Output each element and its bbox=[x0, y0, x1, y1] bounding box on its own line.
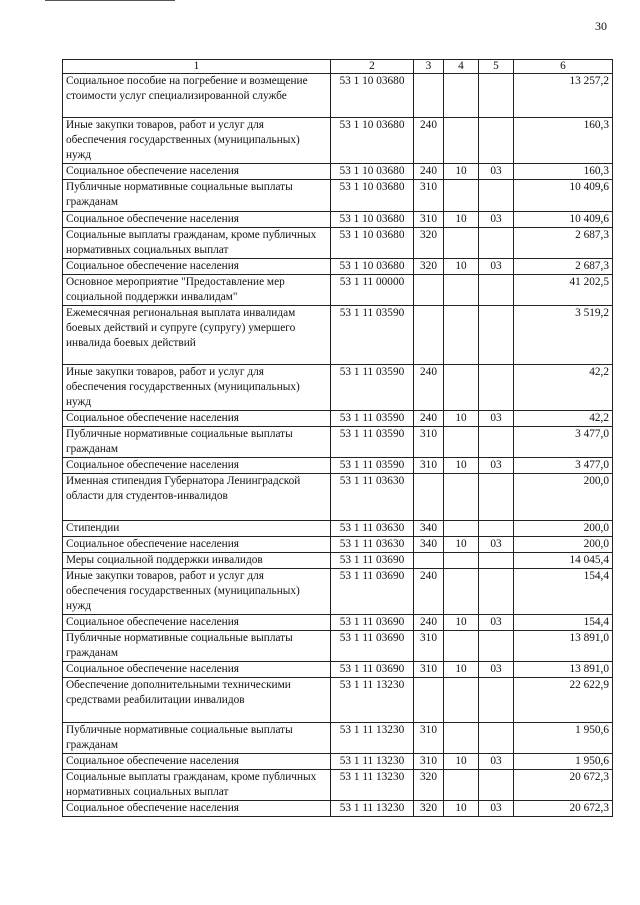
row-name: Иные закупки товаров, работ и услуг для обеспечения государственных (муниципальных) нужд bbox=[63, 365, 331, 411]
table-row bbox=[63, 569, 613, 615]
row-name: Ежемесячная региональная выплата инвалидам боевых действий и супруге (супругу) умершего инвалида боевых действий bbox=[63, 306, 331, 365]
table-row bbox=[63, 754, 613, 770]
row-section bbox=[444, 180, 479, 212]
row-code: 53 1 11 03690 bbox=[331, 553, 414, 569]
row-subsection: 03 bbox=[479, 164, 514, 180]
header-cell-2: 2 bbox=[331, 60, 414, 74]
row-code: 53 1 10 03680 bbox=[331, 180, 414, 212]
row-subsection bbox=[479, 180, 514, 212]
row-subsection bbox=[479, 365, 514, 411]
table-row bbox=[63, 228, 613, 259]
row-name: Стипендии bbox=[63, 521, 331, 537]
row-expense-type: 240 bbox=[414, 118, 444, 164]
row-section: 10 bbox=[444, 212, 479, 228]
row-code: 53 1 10 03680 bbox=[331, 212, 414, 228]
row-section bbox=[444, 723, 479, 754]
row-name: Публичные нормативные социальные выплаты гражданам bbox=[63, 723, 331, 754]
row-section bbox=[444, 474, 479, 521]
row-amount: 42,2 bbox=[514, 411, 613, 427]
table-row bbox=[63, 74, 613, 118]
row-expense-type bbox=[414, 678, 444, 723]
row-subsection bbox=[479, 228, 514, 259]
row-amount: 160,3 bbox=[514, 164, 613, 180]
table-row bbox=[63, 411, 613, 427]
row-expense-type: 310 bbox=[414, 754, 444, 770]
row-subsection bbox=[479, 275, 514, 306]
row-name: Социальное обеспечение населения bbox=[63, 164, 331, 180]
row-name: Социальное пособие на погребение и возмещение стоимости услуг специализированной службе bbox=[63, 74, 331, 118]
row-name: Меры социальной поддержки инвалидов bbox=[63, 553, 331, 569]
row-amount: 10 409,6 bbox=[514, 180, 613, 212]
row-name: Обеспечение дополнительными техническими средствами реабилитации инвалидов bbox=[63, 678, 331, 723]
row-subsection bbox=[479, 678, 514, 723]
row-name: Социальное обеспечение населения bbox=[63, 259, 331, 275]
row-code: 53 1 11 03630 bbox=[331, 537, 414, 553]
row-amount: 2 687,3 bbox=[514, 228, 613, 259]
row-code: 53 1 11 03590 bbox=[331, 365, 414, 411]
row-name: Социальные выплаты гражданам, кроме публичных нормативных социальных выплат bbox=[63, 770, 331, 801]
row-section: 10 bbox=[444, 259, 479, 275]
row-subsection bbox=[479, 553, 514, 569]
row-amount: 154,4 bbox=[514, 569, 613, 615]
row-amount: 154,4 bbox=[514, 615, 613, 631]
row-subsection bbox=[479, 723, 514, 754]
row-name: Социальное обеспечение населения bbox=[63, 615, 331, 631]
row-subsection: 03 bbox=[479, 801, 514, 817]
row-section bbox=[444, 770, 479, 801]
table-row bbox=[63, 212, 613, 228]
row-subsection bbox=[479, 631, 514, 662]
row-subsection: 03 bbox=[479, 754, 514, 770]
table-row bbox=[63, 474, 613, 521]
row-subsection bbox=[479, 306, 514, 365]
table-row bbox=[63, 770, 613, 801]
row-amount: 13 257,2 bbox=[514, 74, 613, 118]
table-row bbox=[63, 275, 613, 306]
row-section: 10 bbox=[444, 458, 479, 474]
row-subsection bbox=[479, 427, 514, 458]
header-cell-4: 4 bbox=[444, 60, 479, 74]
table-row bbox=[63, 553, 613, 569]
row-expense-type: 310 bbox=[414, 212, 444, 228]
row-expense-type: 320 bbox=[414, 259, 444, 275]
row-expense-type: 340 bbox=[414, 537, 444, 553]
row-amount: 10 409,6 bbox=[514, 212, 613, 228]
row-code: 53 1 11 03590 bbox=[331, 306, 414, 365]
row-name: Социальные выплаты гражданам, кроме публичных нормативных социальных выплат bbox=[63, 228, 331, 259]
row-amount: 1 950,6 bbox=[514, 723, 613, 754]
row-section: 10 bbox=[444, 411, 479, 427]
row-code: 53 1 10 03680 bbox=[331, 259, 414, 275]
row-expense-type bbox=[414, 275, 444, 306]
page-number: 30 bbox=[595, 19, 607, 33]
row-name: Социальное обеспечение населения bbox=[63, 801, 331, 817]
row-name: Иные закупки товаров, работ и услуг для обеспечения государственных (муниципальных) нужд bbox=[63, 569, 331, 615]
row-section bbox=[444, 228, 479, 259]
row-expense-type: 340 bbox=[414, 521, 444, 537]
header-cell-1: 1 bbox=[63, 60, 331, 74]
row-section: 10 bbox=[444, 662, 479, 678]
row-amount: 200,0 bbox=[514, 521, 613, 537]
row-section: 10 bbox=[444, 615, 479, 631]
row-code: 53 1 11 03690 bbox=[331, 631, 414, 662]
row-amount: 13 891,0 bbox=[514, 631, 613, 662]
table-row bbox=[63, 164, 613, 180]
row-expense-type: 240 bbox=[414, 164, 444, 180]
header-cell-5: 5 bbox=[479, 60, 514, 74]
row-amount: 160,3 bbox=[514, 118, 613, 164]
row-code: 53 1 11 03630 bbox=[331, 521, 414, 537]
row-expense-type: 310 bbox=[414, 427, 444, 458]
row-name: Публичные нормативные социальные выплаты гражданам bbox=[63, 631, 331, 662]
row-expense-type: 240 bbox=[414, 569, 444, 615]
row-amount: 200,0 bbox=[514, 474, 613, 521]
row-expense-type: 310 bbox=[414, 662, 444, 678]
row-code: 53 1 11 03590 bbox=[331, 411, 414, 427]
row-name: Иные закупки товаров, работ и услуг для обеспечения государственных (муниципальных) нужд bbox=[63, 118, 331, 164]
row-section: 10 bbox=[444, 801, 479, 817]
row-amount: 14 045,4 bbox=[514, 553, 613, 569]
row-subsection: 03 bbox=[479, 458, 514, 474]
row-amount: 41 202,5 bbox=[514, 275, 613, 306]
table-body bbox=[63, 74, 613, 817]
row-section: 10 bbox=[444, 754, 479, 770]
row-section bbox=[444, 553, 479, 569]
row-section bbox=[444, 74, 479, 118]
table-row bbox=[63, 801, 613, 817]
row-expense-type: 310 bbox=[414, 631, 444, 662]
table-row bbox=[63, 723, 613, 754]
row-code: 53 1 11 03690 bbox=[331, 662, 414, 678]
row-code: 53 1 11 13230 bbox=[331, 754, 414, 770]
row-expense-type bbox=[414, 553, 444, 569]
table-row bbox=[63, 662, 613, 678]
row-section: 10 bbox=[444, 164, 479, 180]
row-name: Социальное обеспечение населения bbox=[63, 458, 331, 474]
row-subsection: 03 bbox=[479, 615, 514, 631]
row-expense-type: 240 bbox=[414, 411, 444, 427]
table-row bbox=[63, 180, 613, 212]
table-row bbox=[63, 615, 613, 631]
row-section bbox=[444, 569, 479, 615]
row-code: 53 1 11 03590 bbox=[331, 427, 414, 458]
table-row bbox=[63, 259, 613, 275]
row-subsection bbox=[479, 118, 514, 164]
row-name: Именная стипендия Губернатора Ленинградской области для студентов-инвалидов bbox=[63, 474, 331, 521]
header-cell-6: 6 bbox=[514, 60, 613, 74]
row-amount: 20 672,3 bbox=[514, 770, 613, 801]
row-expense-type bbox=[414, 74, 444, 118]
row-expense-type: 240 bbox=[414, 615, 444, 631]
row-name: Основное мероприятие "Предоставление мер социальной поддержки инвалидам" bbox=[63, 275, 331, 306]
row-subsection: 03 bbox=[479, 259, 514, 275]
top-rule bbox=[45, 0, 175, 1]
row-amount: 3 519,2 bbox=[514, 306, 613, 365]
row-subsection: 03 bbox=[479, 662, 514, 678]
header-cell-3: 3 bbox=[414, 60, 444, 74]
table-row bbox=[63, 631, 613, 662]
row-name: Социальное обеспечение населения bbox=[63, 212, 331, 228]
row-code: 53 1 11 03690 bbox=[331, 615, 414, 631]
row-code: 53 1 11 00000 bbox=[331, 275, 414, 306]
row-subsection bbox=[479, 474, 514, 521]
row-amount: 42,2 bbox=[514, 365, 613, 411]
row-amount: 2 687,3 bbox=[514, 259, 613, 275]
row-code: 53 1 11 03590 bbox=[331, 458, 414, 474]
row-name: Социальное обеспечение населения bbox=[63, 754, 331, 770]
row-code: 53 1 11 03690 bbox=[331, 569, 414, 615]
row-name: Социальное обеспечение населения bbox=[63, 662, 331, 678]
row-code: 53 1 10 03680 bbox=[331, 228, 414, 259]
row-section bbox=[444, 521, 479, 537]
row-expense-type: 320 bbox=[414, 770, 444, 801]
row-amount: 3 477,0 bbox=[514, 458, 613, 474]
row-amount: 200,0 bbox=[514, 537, 613, 553]
row-amount: 13 891,0 bbox=[514, 662, 613, 678]
row-code: 53 1 11 13230 bbox=[331, 723, 414, 754]
row-code: 53 1 10 03680 bbox=[331, 74, 414, 118]
row-subsection: 03 bbox=[479, 537, 514, 553]
table-row bbox=[63, 458, 613, 474]
row-expense-type bbox=[414, 306, 444, 365]
row-section bbox=[444, 427, 479, 458]
row-code: 53 1 10 03680 bbox=[331, 118, 414, 164]
row-section bbox=[444, 275, 479, 306]
row-section bbox=[444, 631, 479, 662]
header-row bbox=[63, 60, 613, 74]
row-section bbox=[444, 365, 479, 411]
row-amount: 20 672,3 bbox=[514, 801, 613, 817]
row-expense-type: 310 bbox=[414, 458, 444, 474]
row-section bbox=[444, 118, 479, 164]
row-expense-type: 310 bbox=[414, 180, 444, 212]
row-expense-type: 310 bbox=[414, 723, 444, 754]
table-row bbox=[63, 118, 613, 164]
table-row bbox=[63, 365, 613, 411]
row-subsection bbox=[479, 569, 514, 615]
row-subsection bbox=[479, 74, 514, 118]
row-expense-type: 320 bbox=[414, 228, 444, 259]
row-name: Социальное обеспечение населения bbox=[63, 537, 331, 553]
row-expense-type: 240 bbox=[414, 365, 444, 411]
row-subsection bbox=[479, 770, 514, 801]
row-amount: 1 950,6 bbox=[514, 754, 613, 770]
row-code: 53 1 11 13230 bbox=[331, 770, 414, 801]
row-name: Публичные нормативные социальные выплаты гражданам bbox=[63, 180, 331, 212]
row-code: 53 1 11 13230 bbox=[331, 678, 414, 723]
row-code: 53 1 11 13230 bbox=[331, 801, 414, 817]
row-subsection bbox=[479, 521, 514, 537]
row-subsection: 03 bbox=[479, 212, 514, 228]
table-row bbox=[63, 306, 613, 365]
table-row bbox=[63, 427, 613, 458]
table-row bbox=[63, 537, 613, 553]
row-section: 10 bbox=[444, 537, 479, 553]
table-row bbox=[63, 521, 613, 537]
row-amount: 22 622,9 bbox=[514, 678, 613, 723]
row-amount: 3 477,0 bbox=[514, 427, 613, 458]
row-code: 53 1 10 03680 bbox=[331, 164, 414, 180]
table-row bbox=[63, 678, 613, 723]
row-section bbox=[444, 306, 479, 365]
row-expense-type bbox=[414, 474, 444, 521]
row-code: 53 1 11 03630 bbox=[331, 474, 414, 521]
row-subsection: 03 bbox=[479, 411, 514, 427]
row-name: Социальное обеспечение населения bbox=[63, 411, 331, 427]
row-name: Публичные нормативные социальные выплаты гражданам bbox=[63, 427, 331, 458]
row-section bbox=[444, 678, 479, 723]
budget-table bbox=[62, 59, 613, 817]
row-expense-type: 320 bbox=[414, 801, 444, 817]
